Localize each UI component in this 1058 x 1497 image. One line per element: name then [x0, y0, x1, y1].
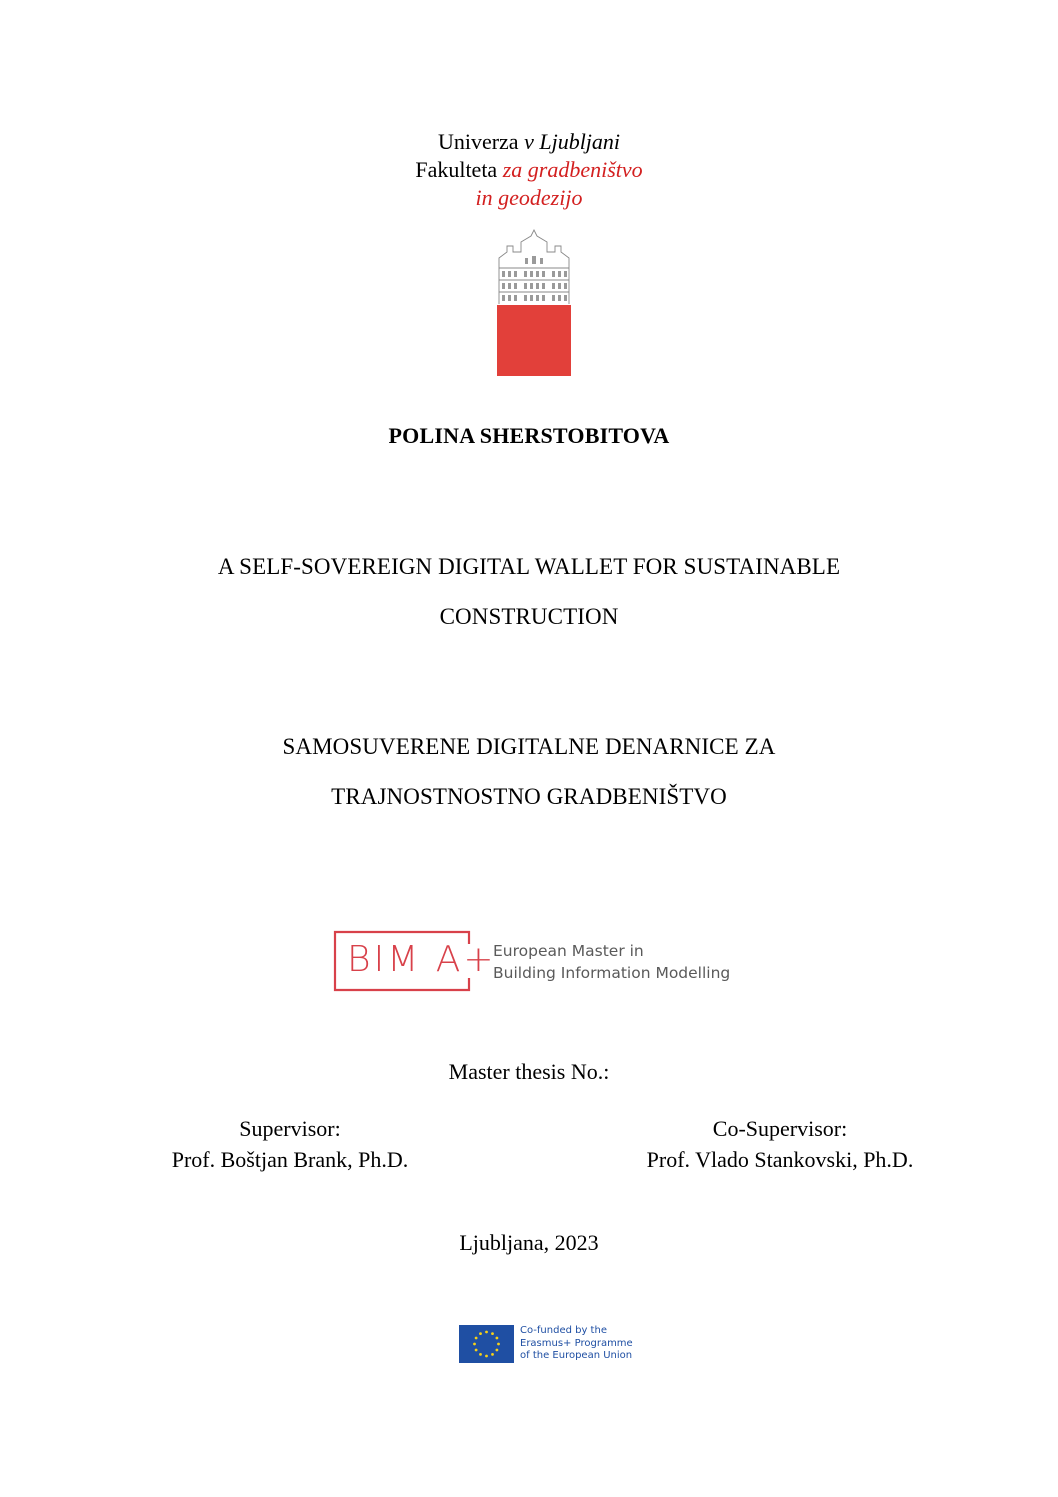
faculty-name-red: za gradbeništvo: [502, 157, 643, 182]
university-name: [0, 128, 1058, 156]
eu-logo-caption-line3: of the European Union: [520, 1350, 633, 1361]
thesis-title-english-line2: CONSTRUCTION: [439, 604, 619, 629]
university-name-prefix: Univerza: [437, 129, 519, 154]
thesis-title-english: [0, 542, 1058, 642]
faculty-crest-logo: [497, 228, 571, 376]
thesis-title-slovenian: [0, 722, 1058, 822]
bim-logo-caption-line2: Building Information Modelling: [493, 964, 731, 982]
thesis-number-label: Master thesis No.:: [448, 1059, 610, 1084]
thesis-title-english-line1: A SELF-SOVEREIGN DIGITAL WALLET FOR SUSTAINABLE: [217, 554, 841, 579]
co-supervisor-name: Prof. Vlado Stankovski, Ph.D.: [646, 1147, 914, 1172]
supervisor-name: Prof. Boštjan Brank, Ph.D.: [171, 1147, 409, 1172]
thesis-title-slovenian-line1: SAMOSUVERENE DIGITALNE DENARNICE ZA: [282, 734, 776, 759]
eu-erasmus-logo: [459, 1325, 659, 1365]
university-name-city: v Ljubljani: [524, 129, 621, 154]
faculty-name-red-line2: in geodezijo: [475, 185, 583, 210]
supervisor-block: [130, 1113, 450, 1175]
place-and-year: Ljubljana, 2023: [459, 1230, 599, 1255]
eu-logo-caption-line2: Erasmus+ Programme: [520, 1337, 633, 1349]
co-supervisor-block: [600, 1113, 960, 1175]
faculty-name-line2: [0, 184, 1058, 212]
eu-flag-icon: [459, 1325, 514, 1363]
eu-logo-caption-line1: Co-funded by the: [520, 1325, 607, 1336]
eu-logo-caption: [520, 1325, 633, 1363]
supervisor-label: Supervisor:: [239, 1116, 341, 1141]
bim-logo-caption-line1: European Master in: [493, 942, 644, 960]
faculty-name: [0, 156, 1058, 184]
bim-logo-caption: [493, 940, 730, 984]
co-supervisor-label: Co-Supervisor:: [712, 1116, 848, 1141]
faculty-name-prefix: Fakulteta: [415, 157, 498, 182]
thesis-title-slovenian-line2: TRAJNOSTNOSTNO GRADBENIŠTVO: [331, 784, 727, 809]
bim-a-plus-logo: [333, 930, 733, 994]
author-name: POLINA SHERSTOBITOVA: [388, 423, 670, 448]
bim-logo-mark: BIM A+: [347, 939, 497, 980]
